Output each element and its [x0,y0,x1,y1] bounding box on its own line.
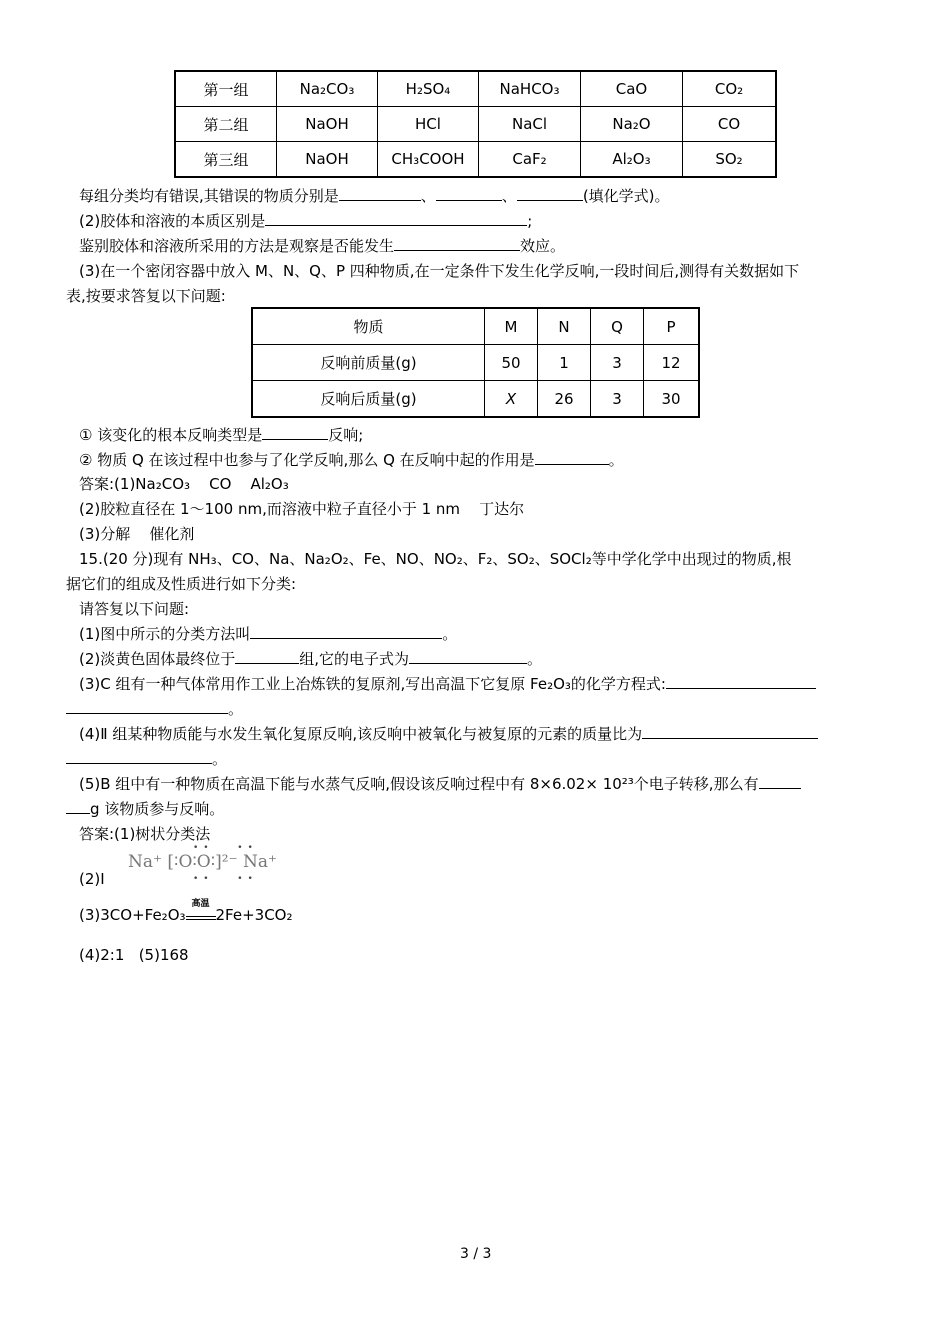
question-15-line-2: 据它们的组成及性质进行如下分类: [66,575,297,593]
separator: 、 [420,187,436,205]
table-cell: 第二组 [175,107,277,142]
classification-table [174,70,777,178]
table-cell: HCl [378,107,479,142]
separator: 、 [501,187,517,205]
q2-suffix: ; [527,212,533,230]
table-cell: CO [683,107,777,142]
q15-suffix: 。 [228,700,244,718]
q15-suffix: 。 [442,625,458,643]
table-cell: 26 [538,381,591,418]
answer-blank[interactable] [66,749,212,764]
page-number: 3 / 3 [460,1246,492,1262]
table-cell: 3 [591,381,644,418]
reaction-condition: 高温 [191,899,210,909]
table-header: N [538,308,591,345]
question-2-line-2 [79,235,565,256]
table-cell: 12 [644,345,700,381]
q15-text: 组,它的电子式为 [299,650,410,668]
table-row [175,142,776,178]
table-row [252,345,699,381]
q15-part-4-line-2 [66,748,227,769]
table-cell: NaOH [277,142,378,178]
q15-part-5-line-2 [66,798,224,819]
q15-part-1 [79,623,457,644]
q2-text: 鉴别胶体和溶液所采用的方法是观察是否能发生 [79,237,395,255]
q3-sub-suffix: 。 [608,451,624,469]
table-cell: 30 [644,381,700,418]
table-row [175,71,776,107]
table-header: P [644,308,700,345]
table-cell: CH₃COOH [378,142,479,178]
answer-blank[interactable] [535,450,609,465]
table-cell: 3 [591,345,644,381]
answer-blank[interactable] [666,674,816,689]
answer-text: (4)2:1 [79,946,125,964]
answer-text: (3)分解 [79,525,131,543]
table-cell: CaO [581,71,683,107]
double-line-icon [186,916,216,920]
answer-blank[interactable] [409,649,527,664]
table-cell: 第三组 [175,142,277,178]
question-3-sub-1 [79,424,363,445]
answer-blank[interactable] [339,186,421,201]
q15-text: (2)淡黄色固体最终位于 [79,650,236,668]
answer-text: Al₂O₃ [250,475,289,493]
table-cell: NaHCO₃ [479,71,581,107]
q15-part-5-line-1 [79,773,801,794]
answer-text: 催化剂 [149,525,195,543]
q2-suffix: 效应。 [520,237,566,255]
question-1-line [79,185,670,206]
q3-sub-text: ① 该变化的根本反响类型是 [79,426,263,444]
answer-15-1: 答案:(1)树状分类法 [79,825,211,843]
peroxide-ion: [∶O∶O∶]²⁻ [167,852,238,872]
answer-15-3 [79,899,293,924]
table-cell: SO₂ [683,142,777,178]
table-cell: Al₂O₃ [581,142,683,178]
question-3-line-1: (3)在一个密闭容器中放入 M、N、Q、P 四种物质,在一定条件下发生化学反响,一段时间后,测得有关数据如下 [79,262,800,280]
answer-text: 答案:(1)Na₂CO₃ [79,475,191,493]
q15-suffix: g 该物质参与反响。 [90,800,225,818]
table-cell: 第一组 [175,71,277,107]
answer-text: (5)168 [138,946,189,964]
answer-blank[interactable] [262,425,328,440]
reaction-arrow [186,899,216,920]
table-cell: 反响后质量(g) [252,381,485,418]
table-cell: Na₂O [581,107,683,142]
answer-blank[interactable] [265,211,527,226]
q3-sub-suffix: 反响; [328,426,364,444]
question-2-line-1 [79,210,532,231]
table-row [175,107,776,142]
answer-blank[interactable] [517,186,583,201]
table-header: Q [591,308,644,345]
reaction-data-table [251,307,700,418]
answer-15-4-5 [79,946,189,964]
q15-text: (1)图中所示的分类方法叫 [79,625,251,643]
q3-sub-text: ② 物质 Q 在该过程中也参与了化学反响,那么 Q 在反响中起的作用是 [79,451,535,469]
table-cell: NaCl [479,107,581,142]
lone-pair-dots-icon: •• •• [193,843,258,853]
answer-2-line [79,498,524,519]
q15-text: (5)B 组中有一种物质在高温下能与水蒸气反响,假设该反响过程中有 8×6.02× 10²³个电子转移,那么有 [79,775,759,793]
answer-text: (3)3CO+Fe₂O₃ [79,906,186,924]
answer-text: 2Fe+3CO₂ [215,906,293,924]
q1-text: 每组分类均有错误,其错误的物质分别是 [79,187,339,205]
answer-blank[interactable] [436,186,502,201]
question-15-line-3: 请答复以下问题: [79,600,190,618]
table-cell: 1 [538,345,591,381]
table-cell: NaOH [277,107,378,142]
question-15-line-1: 15.(20 分)现有 NH₃、CO、Na、Na₂O₂、Fe、NO、NO₂、F₂、SO₂、SOCl₂等中学化学中出现过的物质,根 [79,550,792,568]
q15-part-4-line-1 [79,723,818,744]
sodium-ion: Na⁺ [243,852,277,872]
answer-text: (2)胶粒直径在 1～100 nm,而溶液中粒子直径小于 1 nm [79,500,461,518]
answer-3-line [79,523,194,544]
q15-part-2 [79,648,542,669]
answer-blank[interactable] [642,724,818,739]
q15-suffix: 。 [212,750,228,768]
q15-suffix: 。 [527,650,543,668]
table-row [252,308,699,345]
answer-text: 丁达尔 [479,500,525,518]
answer-blank[interactable] [66,699,228,714]
answer-blank[interactable] [66,799,90,814]
q15-text: (4)Ⅱ 组某种物质能与水发生氧化复原反响,该反响中被氧化与被复原的元素的质量比为 [79,725,643,743]
table-row [252,381,699,418]
table-header: 物质 [252,308,485,345]
question-3-sub-2 [79,449,624,470]
table-cell: Na₂CO₃ [277,71,378,107]
table-cell: H₂SO₄ [378,71,479,107]
table-header: M [485,308,538,345]
answer-blank[interactable] [250,624,442,639]
answer-blank[interactable] [235,649,299,664]
question-3-line-2: 表,按要求答复以下问题: [66,287,226,305]
table-cell: CO₂ [683,71,777,107]
answer-text: CO [209,475,232,493]
q2-text: (2)胶体和溶液的本质区别是 [79,212,266,230]
table-cell: X [485,381,538,418]
table-cell: 50 [485,345,538,381]
electron-formula [128,852,277,872]
q15-text: (3)C 组有一种气体常用作工业上冶炼铁的复原剂,写出高温下它复原 Fe₂O₃的化学方程式: [79,675,666,693]
answer-blank[interactable] [759,774,801,789]
q15-part-3-line-2 [66,698,243,719]
lone-pair-dots-icon: •• •• [193,874,258,884]
sodium-ion: Na⁺ [128,852,162,872]
q15-part-3-line-1 [79,673,816,694]
answer-1-line [79,473,289,494]
table-cell: CaF₂ [479,142,581,178]
answer-blank[interactable] [394,236,520,251]
answer-15-2-label: (2)Ⅰ [79,870,105,888]
q1-suffix: (填化学式)。 [582,187,670,205]
table-cell: 反响前质量(g) [252,345,485,381]
